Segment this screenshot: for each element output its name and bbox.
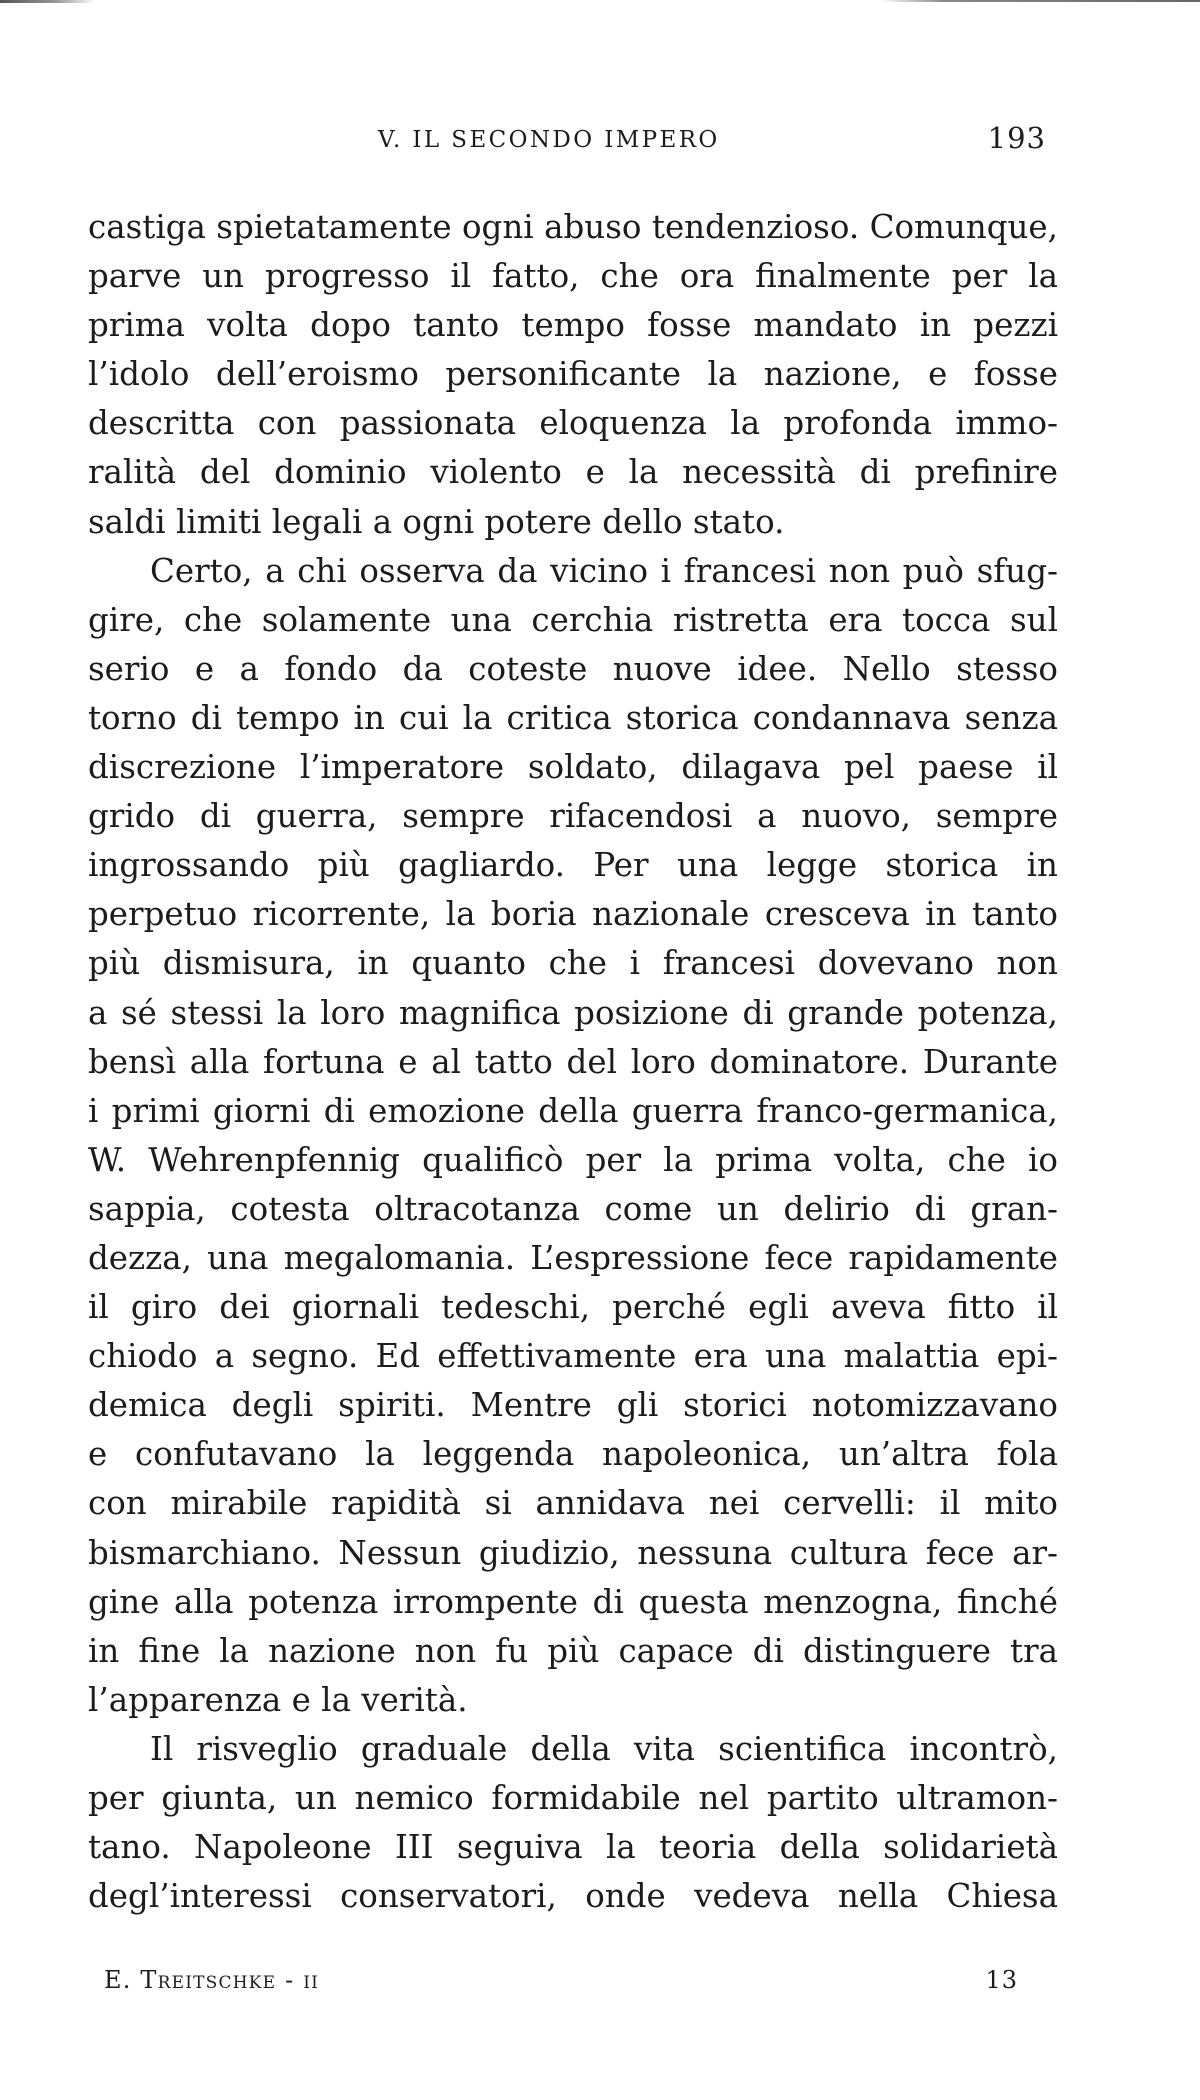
text-line: degl’interessi conservatori, onde vedeva nella Chiesa <box>88 1877 1058 1916</box>
text-line: saldi limiti legali a ogni potere dello stato. <box>88 502 785 541</box>
text-line: l’idolo dell’eroismo personificante la nazione, e fosse <box>88 355 1058 394</box>
paragraph-3 <box>88 1725 1058 1921</box>
text-line: in fine la nazione non fu più capace di distinguere tra <box>88 1631 1058 1670</box>
text-line: Il risveglio graduale della vita scientifica incontrò, <box>150 1729 1058 1768</box>
scan-edge-mark-left <box>0 0 95 3</box>
text-line: chiodo a segno. Ed effettivamente era una malattia epi- <box>88 1337 1058 1376</box>
page-number: 193 <box>987 121 1046 155</box>
page-footer <box>104 1962 1018 1998</box>
text-line: bismarchiano. Nessun giudizio, nessuna cultura fece ar- <box>88 1533 1058 1572</box>
text-line: ralità del dominio violento e la necessità di prefinire <box>88 453 1058 492</box>
text-line: parve un progresso il fatto, che ora finalmente per la <box>88 257 1058 296</box>
text-line: discrezione l’imperatore soldato, dilagava pel paese il <box>88 748 1058 787</box>
signature-mark: E. Treitschke - ii <box>104 1966 320 1994</box>
text-line: i primi giorni di emozione della guerra franco-germanica, <box>88 1091 1058 1130</box>
text-line: gine alla potenza irrompente di questa menzogna, finché <box>88 1582 1058 1621</box>
signature-number: 13 <box>985 1966 1018 1994</box>
text-line: sappia, cotesta oltracotanza come un delirio di gran- <box>88 1189 1058 1228</box>
text-line: prima volta dopo tanto tempo fosse mandato in pezzi <box>88 306 1058 345</box>
paragraph-1 <box>88 203 1058 547</box>
running-title: V. IL SECONDO IMPERO <box>378 127 720 153</box>
text-line: castiga spietatamente ogni abuso tendenzioso. Comunque, <box>88 208 1058 246</box>
body-text <box>88 203 1058 1921</box>
text-line: e confutavano la leggenda napoleonica, un’altra fola <box>88 1435 1058 1474</box>
text-line: W. Wehrenpfennig qualificò per la prima volta, che io <box>88 1140 1058 1179</box>
text-line: bensì alla fortuna e al tatto del loro dominatore. Durante <box>88 1042 1058 1081</box>
text-line: con mirabile rapidità si annidava nei cervelli: il mito <box>88 1484 1058 1523</box>
text-line: più dismisura, in quanto che i francesi dovevano non <box>88 944 1058 983</box>
running-head <box>90 123 1050 157</box>
scan-edge-mark-right <box>880 0 1200 2</box>
text-line: tano. Napoleone III seguiva la teoria della solidarietà <box>88 1828 1058 1867</box>
text-line: perpetuo ricorrente, la boria nazionale cresceva in tanto <box>88 895 1058 934</box>
text-line: l’apparenza e la verità. <box>88 1680 468 1719</box>
text-line: serio e a fondo da coteste nuove idee. Nello stesso <box>88 649 1058 688</box>
text-line: demica degli spiriti. Mentre gli storici notomizzavano <box>88 1386 1058 1425</box>
text-line: gire, che solamente una cerchia ristretta era tocca sul <box>88 600 1058 639</box>
text-line: ingrossando più gagliardo. Per una legge storica in <box>88 846 1058 885</box>
paragraph-2 <box>88 547 1058 1725</box>
text-line: descritta con passionata eloquenza la profonda immo- <box>88 404 1058 443</box>
text-line: torno di tempo in cui la critica storica condannava senza <box>88 698 1058 737</box>
text-line: per giunta, un nemico formidabile nel partito ultramon- <box>88 1779 1058 1817</box>
text-line: grido di guerra, sempre rifacendosi a nuovo, sempre <box>88 797 1058 836</box>
text-line: Certo, a chi osserva da vicino i francesi non può sfug- <box>150 551 1058 590</box>
text-line: a sé stessi la loro magnifica posizione di grande potenza, <box>88 993 1058 1032</box>
text-line: il giro dei giornali tedeschi, perché egli aveva fitto il <box>88 1288 1058 1327</box>
text-line: dezza, una megalomania. L’espressione fece rapidamente <box>88 1238 1058 1277</box>
